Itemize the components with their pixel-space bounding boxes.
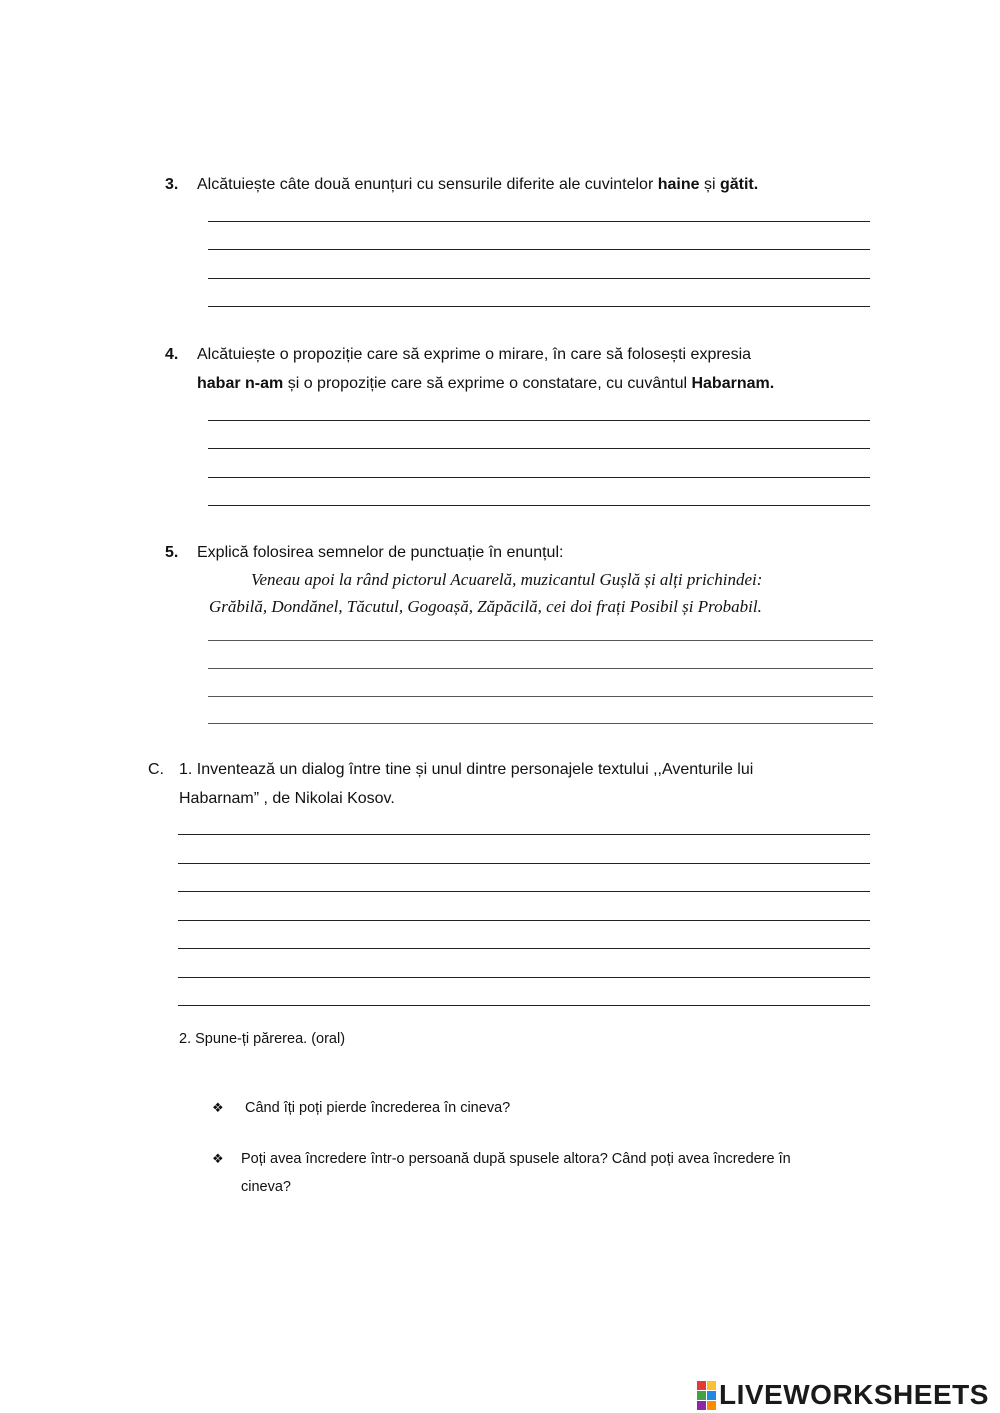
word-habarnam: Habarnam. [691, 375, 775, 392]
answer-line[interactable] [178, 920, 870, 921]
section-c-q1-line1: 1. Inventează un dialog între tine și unul dintre personajele textului ,,Aventurile lui [179, 761, 754, 778]
answer-line[interactable] [208, 249, 870, 250]
question-3-text [197, 171, 758, 199]
question-4-mid: și o propoziție care să exprime o constatare, cu cuvântul [287, 375, 688, 392]
answer-line[interactable] [208, 505, 870, 506]
question-5-number: 5. [165, 544, 179, 561]
liveworksheets-logo-icon [697, 1381, 716, 1410]
word-haine: haine [657, 176, 700, 193]
word-gatit: gătit. [719, 176, 759, 193]
answer-line[interactable] [208, 221, 870, 222]
answer-line[interactable] [208, 306, 870, 307]
section-c-q1-line2: Habarnam” , de Nikolai Kosov. [179, 790, 395, 807]
answer-line[interactable] [178, 891, 870, 892]
conjunction: și [703, 176, 716, 193]
bullet-question-1: Când îți poți pierde încrederea în cineva? [245, 1100, 511, 1116]
section-c-q2: 2. Spune-ți părerea. (oral) [179, 1031, 346, 1047]
question-4-line2 [197, 370, 774, 398]
answer-line[interactable] [208, 640, 873, 641]
answer-line[interactable] [208, 278, 870, 279]
quote-line-2: Grăbilă, Dondănel, Tăcutul, Gogoașă, Zăpăcilă, cei doi frați Posibil și Probabil. [209, 597, 762, 616]
answer-line[interactable] [178, 1005, 870, 1006]
answer-line[interactable] [208, 448, 870, 449]
answer-line[interactable] [208, 420, 870, 421]
diamond-bullet-icon: ❖ [212, 1151, 224, 1166]
bullet-question-2-line1: Poți avea încredere într-o persoană după spusele altora? Când poți avea încredere în [241, 1151, 791, 1167]
bullet-question-2-line2: cineva? [241, 1179, 291, 1195]
answer-line[interactable] [208, 723, 873, 724]
question-4-line1: Alcătuiește o propoziție care să exprime o mirare, în care să folosești expresia [197, 346, 752, 363]
answer-line[interactable] [208, 477, 870, 478]
liveworksheets-logo[interactable] [697, 1378, 989, 1412]
diamond-bullet-icon: ❖ [212, 1100, 224, 1115]
answer-line[interactable] [178, 863, 870, 864]
logo-text: LIVEWORKSHEETS [719, 1379, 989, 1410]
section-c-letter: C. [148, 761, 164, 778]
question-4-number: 4. [165, 346, 179, 363]
question-5-text: Explică folosirea semnelor de punctuație în enunțul: [197, 544, 564, 561]
quote-line-1: Veneau apoi la rând pictorul Acuarelă, muzicantul Gușlă și alți prichindei: [251, 570, 763, 589]
answer-line[interactable] [208, 696, 873, 697]
answer-line[interactable] [178, 834, 870, 835]
answer-line[interactable] [178, 977, 870, 978]
expression-habar-n-am: habar n-am [197, 375, 284, 392]
question-3-prompt: Alcătuiește câte două enunțuri cu sensurile diferite ale cuvintelor [197, 176, 654, 193]
question-3-number: 3. [165, 176, 179, 193]
answer-line[interactable] [178, 948, 870, 949]
answer-line[interactable] [208, 668, 873, 669]
